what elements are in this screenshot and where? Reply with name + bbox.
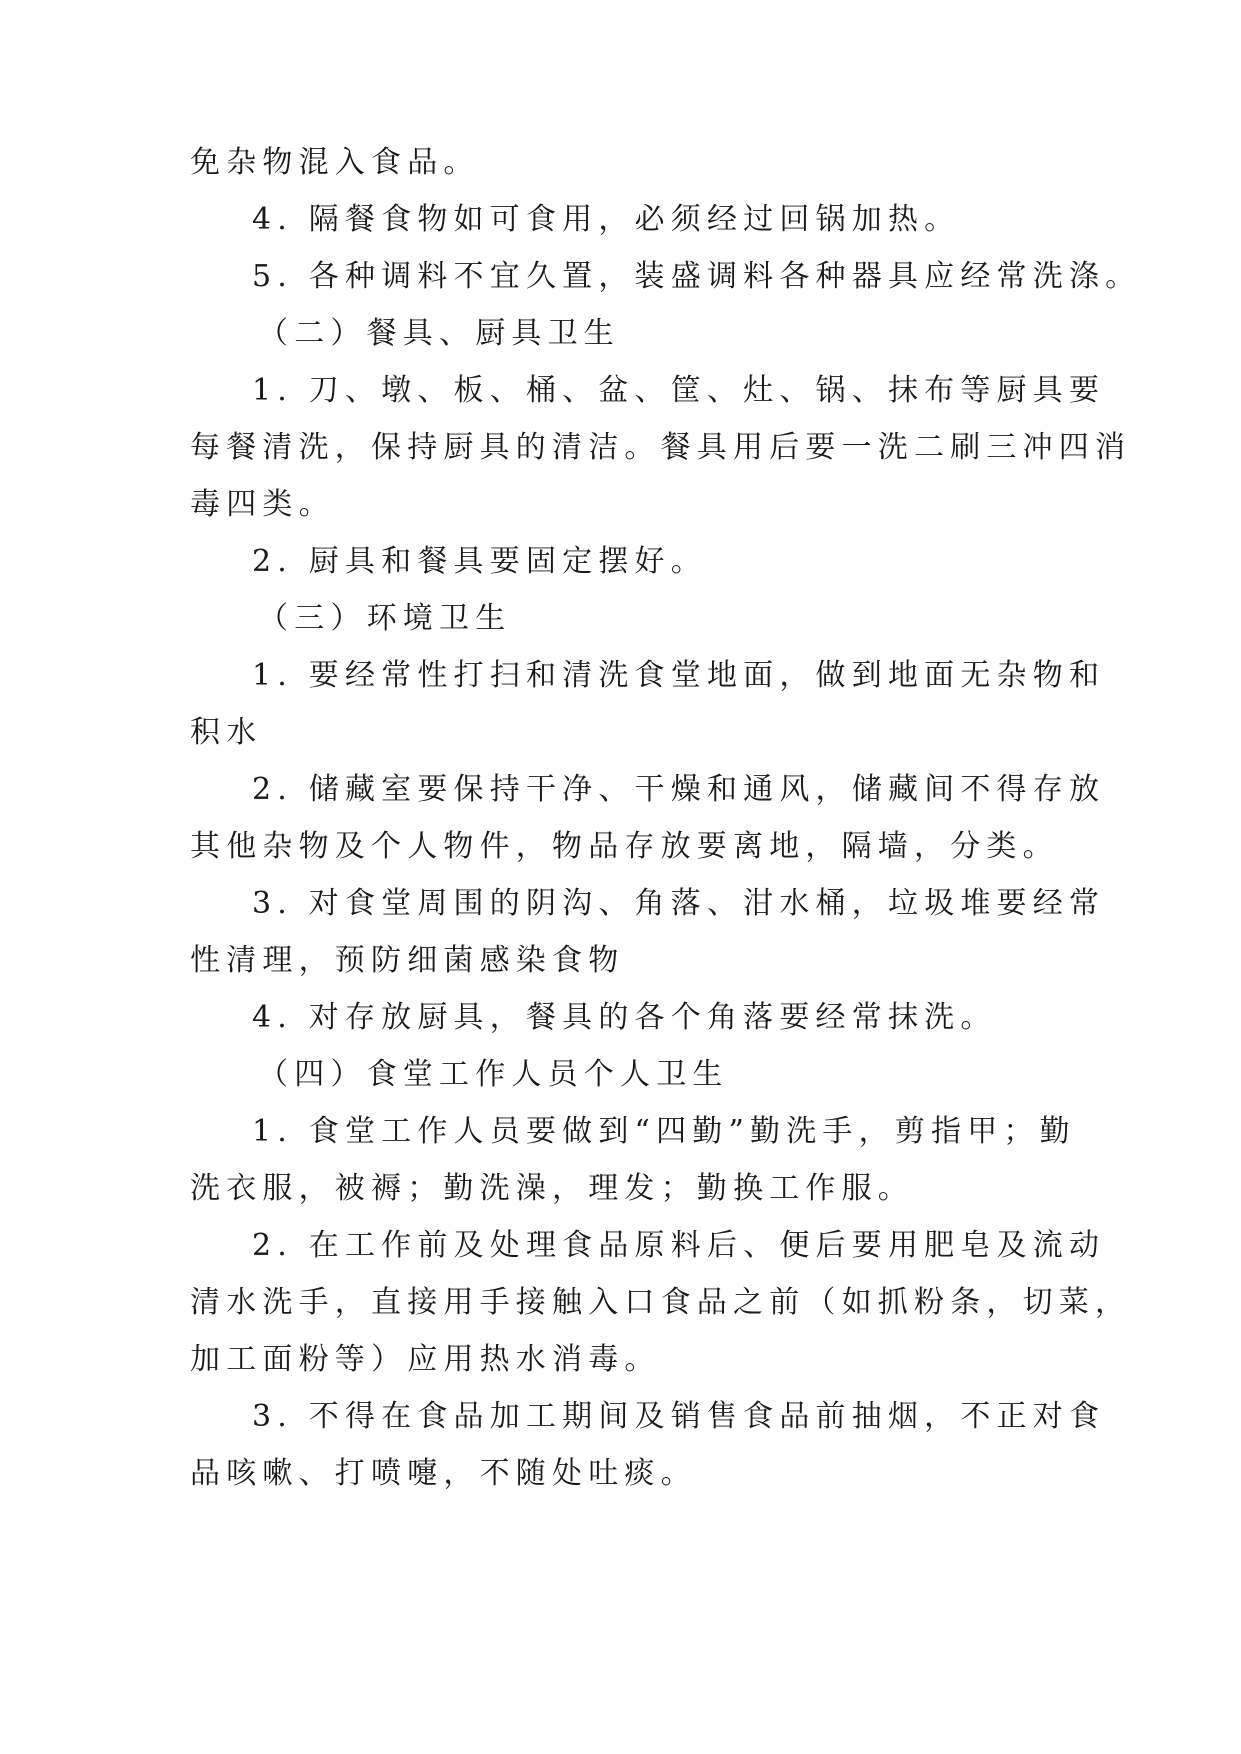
list-item-2-handwashing-cont2: 加工面粉等）应用热水消毒。 [190, 1342, 661, 1377]
list-item-2-handwashing-cont: 清水洗手，直接用手接触入口食品之前（如抓粉条，切菜， [190, 1285, 1132, 1320]
section-heading-environment: （三）环境卫生 [258, 601, 512, 636]
list-item-1-four-diligences-cont: 洗衣服，被褥；勤洗澡，理发；勤换工作服。 [190, 1171, 914, 1206]
list-item-4-wipe: 4. 对存放厨具，餐具的各个角落要经常抹洗。 [252, 1000, 997, 1035]
list-item-2-placement: 2. 厨具和餐具要固定摆好。 [252, 544, 707, 579]
paragraph-continuation: 免杂物混入食品。 [190, 145, 480, 180]
list-item-2-storage-cont: 其他杂物及个人物件，物品存放要离地，隔墙，分类。 [190, 829, 1059, 864]
list-item-1-floor: 1. 要经常性打扫和清洗食堂地面，做到地面无杂物和 [252, 658, 1106, 693]
section-heading-tableware: （二）餐具、厨具卫生 [258, 316, 620, 351]
list-item-5-seasoning: 5. 各种调料不宜久置，装盛调料各种器具应经常洗涤。 [252, 259, 1142, 294]
list-item-1-utensils-cont: 每餐清洗，保持厨具的清洁。餐具用后要一洗二刷三冲四消 [190, 430, 1132, 465]
list-item-3-no-smoking: 3. 不得在食品加工期间及销售食品前抽烟，不正对食 [252, 1399, 1106, 1434]
list-item-4-reheat: 4. 隔餐食物如可食用，必须经过回锅加热。 [252, 202, 961, 237]
list-item-1-four-diligences: 1. 食堂工作人员要做到“四勤”勤洗手，剪指甲；勤 [252, 1114, 1076, 1149]
section-heading-personal-hygiene: （四）食堂工作人员个人卫生 [258, 1057, 729, 1092]
list-item-2-handwashing: 2. 在工作前及处理食品原料后、便后要用肥皂及流动 [252, 1228, 1106, 1263]
list-item-2-storage: 2. 储藏室要保持干净、干燥和通风，储藏间不得存放 [252, 772, 1106, 807]
list-item-3-surroundings-cont: 性清理，预防细菌感染食物 [190, 943, 625, 978]
list-item-1-utensils-cont2: 毒四类。 [190, 487, 335, 522]
list-item-3-no-smoking-cont: 品咳嗽、打喷嚏，不随处吐痰。 [190, 1456, 697, 1491]
list-item-3-surroundings: 3. 对食堂周围的阴沟、角落、泔水桶，垃圾堆要经常 [252, 886, 1106, 921]
list-item-1-utensils: 1. 刀、墩、板、桶、盆、筐、灶、锅、抹布等厨具要 [252, 373, 1106, 408]
list-item-1-floor-cont: 积水 [190, 715, 263, 750]
